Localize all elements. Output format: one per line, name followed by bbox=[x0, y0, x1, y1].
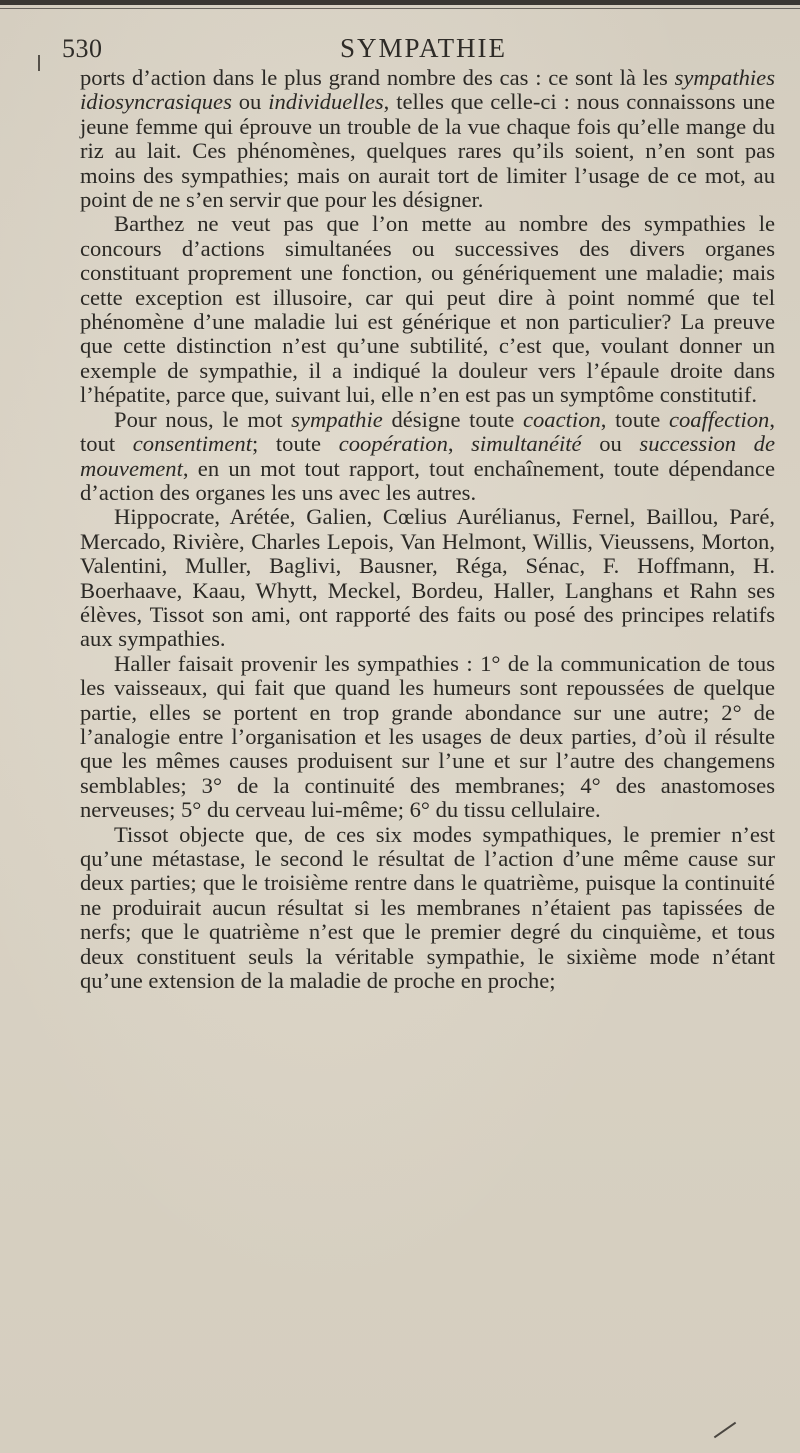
pencil-mark bbox=[714, 1422, 736, 1439]
page-header bbox=[62, 30, 752, 66]
paragraph bbox=[80, 408, 775, 506]
text-run: , telles que celle-ci : nous connaissons une jeune femme qui éprouve un trouble de la vue chaque fois qu’elle mange du riz au lait. Ces phénomènes, quelques rares qu’ils soient, n’en sont pas moins des sympathies; mais on aurait tort de limiter l’usage de ce mot, au point de ne s’en servir que pour les désigner. bbox=[80, 89, 775, 213]
text-run: , bbox=[447, 431, 472, 457]
top-border-rule bbox=[0, 0, 800, 5]
text-run: , tout bbox=[80, 406, 776, 457]
margin-mark bbox=[38, 55, 40, 71]
italic-text-run: consentiment bbox=[132, 431, 252, 457]
text-run: Hippocrate, Arétée, Galien, Cœlius Aurélianus, Fernel, Baillou, Paré, Mercado, Rivière, Charles Lepois, Van Helmont, Willis, Vieussens, Morton, Valentini, Muller, Baglivi, Bausner, Réga, Sénac, F. Hoffmann, H. Boerhaave, Kaau, Whytt, Meckel, Bordeu, Haller, Langhans et Rahn ses élèves, Tissot son ami, ont rapporté des faits ou posé des principes relatifs aux sympathies. bbox=[80, 504, 775, 652]
paragraph bbox=[80, 505, 775, 651]
text-run: , en un mot tout rapport, tout enchaînement, toute dépendance d’action des organes les uns avec les autres. bbox=[80, 455, 775, 505]
text-run: Pour nous, le mot bbox=[114, 406, 292, 432]
paragraph bbox=[80, 212, 775, 407]
text-run: ports d’action dans le plus grand nombre des cas : ce sont là les bbox=[80, 65, 675, 90]
body-text bbox=[80, 66, 775, 993]
top-thin-rule bbox=[0, 8, 800, 9]
italic-text-run: sympathie bbox=[291, 406, 383, 432]
paragraph bbox=[80, 66, 775, 212]
italic-text-run: individuelles bbox=[268, 89, 384, 115]
italic-text-run: coopération bbox=[338, 431, 448, 457]
running-head: SYMPATHIE bbox=[340, 33, 508, 63]
text-run: Barthez ne veut pas que l’on mette au nombre des sympathies le concours d’actions simultanées ou successives des divers organes constituant proprement une fonction, ou génériquement une maladie; mais cette exception est illusoire, car qui peut dire à point nommé que tel phénomène d’une maladie lui est générique et non particulier? La preuve que cette distinction n’est qu’une subtilité, c’est que, voulant donner un exemple de sympathie, il a indiqué la douleur vers l’épaule droite dans l’hépatite, parce que, suivant lui, elle n’en est pas un symptôme constitutif. bbox=[80, 211, 775, 408]
paragraph bbox=[80, 823, 775, 994]
italic-text-run: sympathies idiosyncrasiques bbox=[80, 65, 775, 115]
text-run: , toute bbox=[600, 406, 669, 432]
italic-text-run: coaffection bbox=[668, 406, 770, 432]
italic-text-run: succession de mouvement bbox=[80, 431, 775, 481]
italic-text-run: simultanéité bbox=[471, 431, 582, 457]
text-run: ou bbox=[231, 89, 269, 115]
text-run: Tissot objecte que, de ces six modes sympathiques, le premier n’est qu’une métastase, le second le résultat de l’action d’une même cause sur deux parties; que le troisième rentre dans le quatrième, puisque la continuité ne produirait aucun résultat si les membranes n’étaient pas tapissées de nerfs; que le quatrième n’est que le premier degré du cinquième, et tous deux constituent seuls la véritable sympathie, le sixième mode n’étant qu’une extension de la maladie de proche en proche; bbox=[80, 821, 775, 994]
text-run: ou bbox=[581, 431, 640, 457]
text-run: ; toute bbox=[251, 431, 339, 457]
page-number: 530 bbox=[62, 34, 103, 63]
paragraph bbox=[80, 652, 775, 823]
text-run: désigne toute bbox=[382, 406, 523, 432]
text-run: Haller faisait provenir les sympathies : 1° de la communication de tous les vaisseaux, qui fait que quand les humeurs sont repoussées de quelque partie, elles se portent en trop grande abondance sur une autre; 2° de l’analogie entre l’organisation et les usages de deux parties, d’où il résulte que les mêmes causes produisent sur l’une et sur l’autre des changemens semblables; 3° de la continuité des membranes; 4° des anastomoses nerveuses; 5° du cerveau lui-même; 6° du tissu cellulaire. bbox=[80, 650, 775, 823]
italic-text-run: coaction bbox=[522, 406, 601, 432]
